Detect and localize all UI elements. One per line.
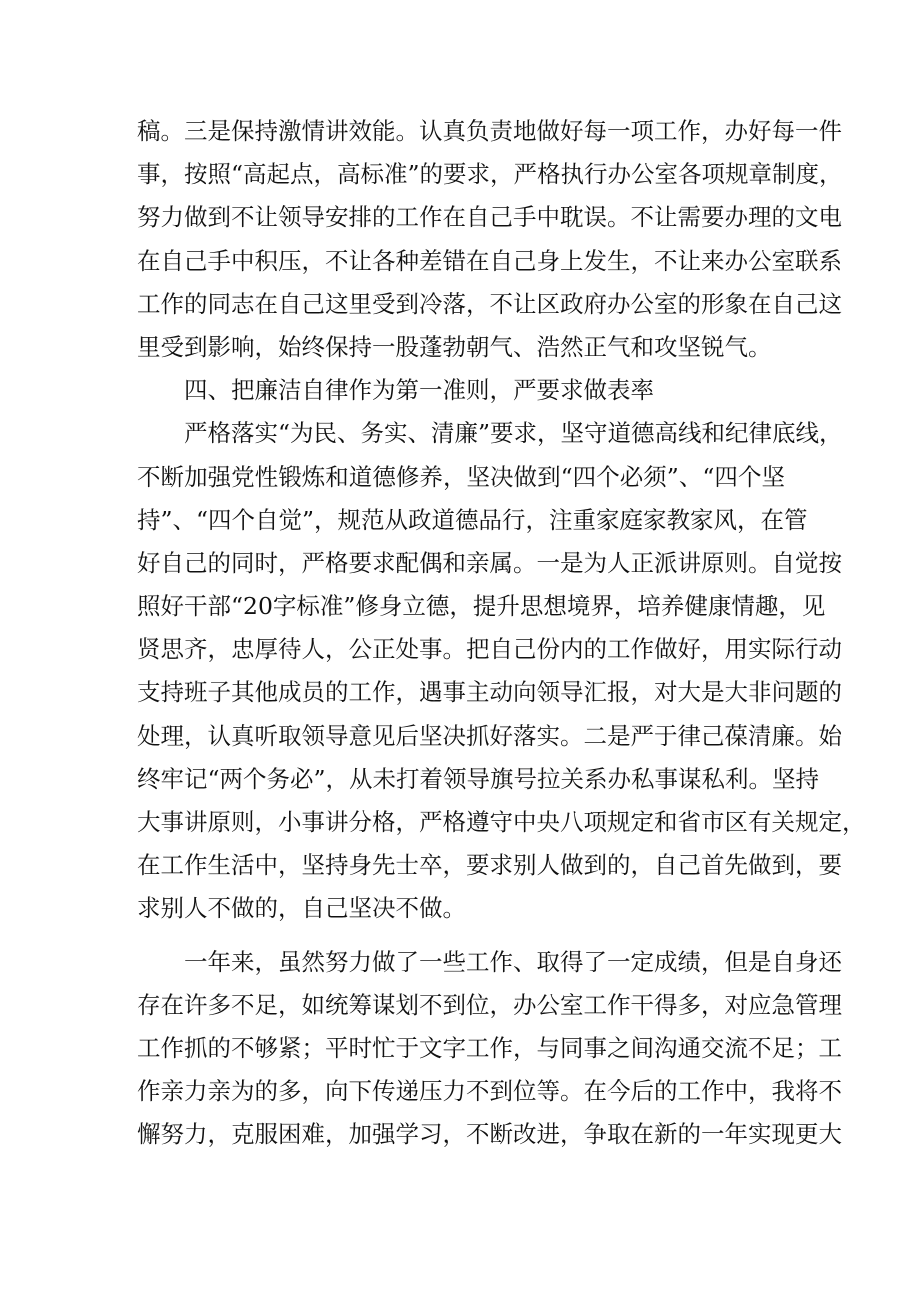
document-body: [137, 110, 866, 1157]
paragraph-line: 照好干部“20字标准”修身立德，提升思想境界，培养健康情趣，见: [137, 592, 826, 621]
paragraph-line: 大事讲原则，小事讲分格，严格遵守中央八项规定和省市区有关规定，: [137, 808, 866, 836]
paragraph-line: 作亲力亲为的多，向下传递压力不到位等。在今后的工作中，我将不: [137, 1077, 842, 1106]
paragraph-line: 稿。三是保持激情讲效能。认真负责地做好每一项工作，办好每一件: [137, 117, 842, 145]
paragraph-line: 严格落实“为民、务实、清廉”要求，坚守道德高线和纪律底线，: [184, 419, 843, 448]
paragraph-line: 在工作生活中，坚持身先士卒，要求别人做到的，自己首先做到，要: [137, 851, 842, 880]
paragraph-line: 好自己的同时，严格要求配偶和亲属。一是为人正派讲原则。自觉按: [137, 548, 842, 577]
paragraph-integrity: [137, 412, 866, 930]
paragraph-spacer: [137, 931, 785, 941]
paragraph-line: 懈努力，克服困难，加强学习，不断改进，争取在新的一年实现更大: [137, 1120, 842, 1149]
section-heading: 四、把廉洁自律作为第一准则，严要求做表率: [184, 376, 654, 405]
paragraph-line: 工作的同志在自己这里受到冷落，不让区政府办公室的形象在自己这: [137, 289, 842, 318]
paragraph-line: 持”、“四个自觉”，规范从政道德品行，注重家庭家教家风，在管: [137, 505, 808, 534]
paragraph-line: 里受到影响，始终保持一股蓬勃朝气、浩然正气和攻坚锐气。: [137, 332, 772, 361]
paragraph-line: 工作抓的不够紧；平时忙于文字工作，与同事之间沟通交流不足；工: [137, 1033, 842, 1062]
paragraph-line: 处理，认真听取领导意见后坚决抓好落实。二是严于律己葆清廉。始: [137, 721, 842, 750]
paragraph-line: 不断加强党性锻炼和道德修养，坚决做到“四个必须”、“四个坚: [137, 462, 785, 491]
paragraph-efficiency: [137, 110, 843, 369]
paragraph-line: 努力做到不让领导安排的工作在自己手中耽误。不让需要办理的文电: [137, 203, 842, 232]
paragraph-summary: [137, 941, 842, 1157]
paragraph-line: 支持班子其他成员的工作，遇事主动向领导汇报，对大是大非问题的: [137, 678, 842, 707]
paragraph-line: 贤思齐，忠厚待人，公正处事。把自己份内的工作做好，用实际行动: [137, 635, 842, 664]
paragraph-line: 在自己手中积压，不让各种差错在自己身上发生，不让来办公室联系: [137, 246, 842, 275]
paragraph-line: 一年来，虽然努力做了一些工作、取得了一定成绩，但是自身还: [184, 947, 842, 976]
paragraph-line: 存在许多不足，如统筹谋划不到位，办公室工作干得多，对应急管理: [137, 990, 842, 1019]
paragraph-line: 事，按照“高起点，高标准”的要求，严格执行办公室各项规章制度，: [137, 160, 843, 189]
paragraph-line: 终牢记“两个务必”，从未打着领导旗号拉关系办私事谋私利。坚持: [137, 764, 820, 793]
paragraph-line: 求别人不做的，自己坚决不做。: [137, 894, 466, 923]
